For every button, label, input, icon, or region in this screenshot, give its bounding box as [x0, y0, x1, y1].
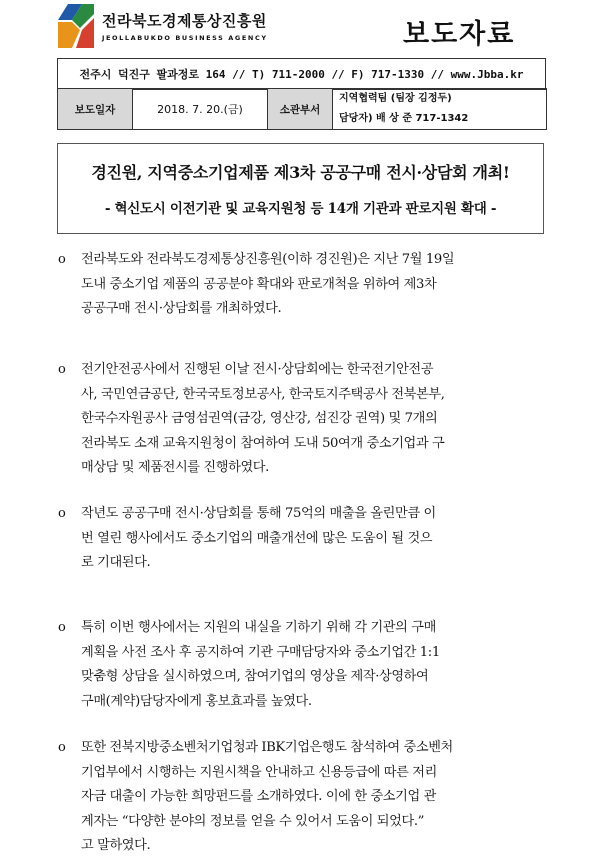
paragraph-line: 자금 대출이 가능한 희망펀드를 소개하였다. 이에 한 중소기업 관: [81, 789, 436, 804]
bullet-mark: o: [58, 362, 66, 377]
bullet-mark: o: [58, 620, 66, 635]
headline-box: [57, 143, 544, 234]
paragraph: [56, 358, 550, 502]
org-name: 전라북도경제통상진흥원: [102, 12, 267, 30]
header: [58, 4, 558, 52]
paragraph-line: 전라북도 소재 교육지원청이 참여하여 도내 50여개 중소기업과 구: [81, 435, 445, 451]
department-value: [333, 89, 547, 130]
release-date-value: 2018. 7. 20.(금): [133, 89, 268, 130]
org-english-name: JEOLLABUKDO BUSINESS AGENCY: [102, 34, 268, 42]
bullet-mark: o: [58, 252, 66, 267]
bullet-mark: o: [58, 740, 66, 755]
paragraph-line: 전라북도와 전라북도경제통상진흥원(이하 경진원)은 지난 7월 19일: [81, 252, 455, 267]
paragraph-line: 또한 전북지방중소벤처기업청과 IBK기업은행도 참석하여 중소벤처: [81, 740, 453, 755]
bullet-mark: o: [58, 506, 66, 521]
paragraph-line: 도내 중소기업 제품의 공공분야 확대와 판로개척을 위하여 제3차: [81, 276, 437, 292]
paragraph-line: 특히 이번 행사에서는 지원의 내실을 기하기 위해 각 기관의 구매: [81, 620, 436, 635]
document-type-title: 보도자료: [403, 19, 516, 50]
paragraph-line: 작년도 공공구매 전시·상담회를 통해 75억의 매출을 올린만큼 이: [81, 506, 436, 521]
paragraph: [56, 736, 550, 859]
paragraph-line: 공공구매 전시·상담회를 개최하였다.: [81, 301, 282, 316]
paragraph: [56, 248, 550, 358]
headline-title: 경진원, 지역중소기업제품 제3차 공공구매 전시·상담회 개최!: [91, 163, 510, 182]
paragraph-line: 로 기대된다.: [81, 555, 151, 570]
paragraph-line: 기업부에서 시행하는 지원시책을 안내하고 신용등급에 따른 저리: [81, 764, 437, 780]
paragraph: [56, 502, 550, 616]
release-date-label: 보도일자: [58, 89, 133, 130]
article-body: [56, 248, 550, 859]
agency-logo-icon: [58, 4, 94, 48]
paragraph-line: 한국수자원공사 금영섬권역(금강, 영산강, 섬진강 권역) 및 7개의: [81, 411, 438, 426]
paragraph: [56, 616, 550, 736]
paragraph-line: 번 열린 행사에서도 중소기업의 매출개선에 많은 도움이 될 것으: [81, 530, 433, 546]
paragraph-line: 구매(계약)담당자에게 홍보효과를 높였다.: [81, 693, 312, 709]
paragraph-line: 사, 국민연금공단, 한국국토정보공사, 한국토지주택공사 전북본부,: [81, 386, 445, 402]
paragraph-line: 계획을 사전 조사 후 공지하여 기관 구매담당자와 중소기업간 1:1: [81, 644, 440, 660]
headline-subtitle: - 혁신도시 이전기관 및 교육지원청 등 14개 기관과 판로지원 확대 -: [104, 201, 497, 217]
department-label: 소관부서: [268, 89, 333, 130]
paragraph-line: 맞춤형 상담을 실시하였으며, 참여기업의 영상을 제작·상영하여: [81, 669, 429, 684]
paragraph-line: 전기안전공사에서 진행된 이날 전시·상담회에는 한국전기안전공: [81, 362, 434, 377]
release-info-table: [57, 88, 547, 130]
paragraph-line: 매상담 및 제품전시를 진행하였다.: [81, 460, 269, 475]
paragraph-line: 고 말하였다.: [81, 838, 151, 853]
department-contact: 담당자) 배 상 준 717-1342: [339, 113, 469, 124]
contact-bar: 전주시 덕진구 팔과정로 164 // T) 711-2000 // F) 717-1330 // www.Jbba.kr: [57, 58, 546, 90]
paragraph-line: 계자는 “다양한 분야의 정보를 얻을 수 있어서 도움이 되었다.”: [81, 813, 424, 829]
department-team: 지역협력팀 (팀장 김정두): [339, 93, 452, 104]
